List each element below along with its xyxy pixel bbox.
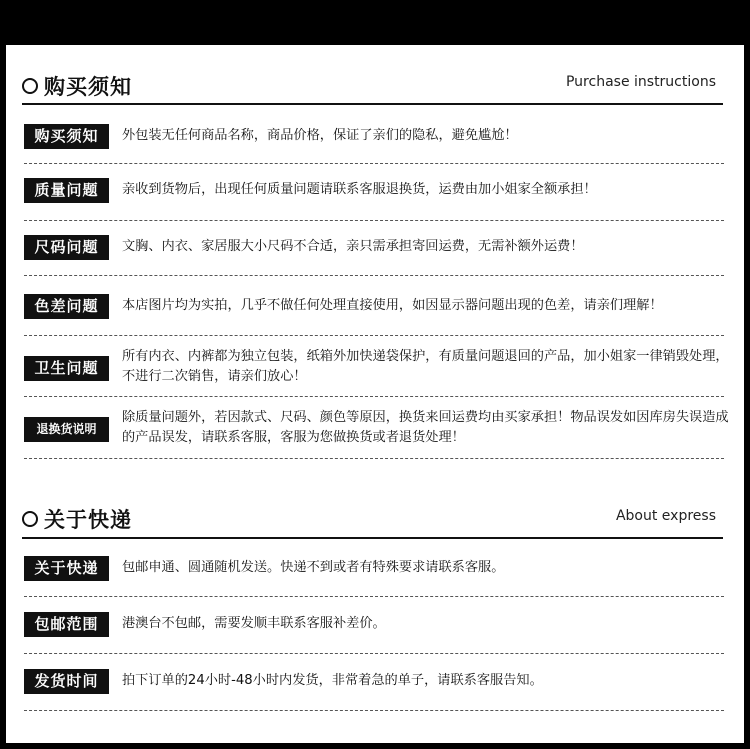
row-text: 本店图片均为实拍，几乎不做任何处理直接使用，如因显示器问题出现的色差，请亲们理解！ xyxy=(122,298,663,313)
express-title-en: About express xyxy=(615,508,716,524)
purchase-section-title xyxy=(22,71,132,101)
circle-icon xyxy=(22,511,38,527)
row-text: 外包装无任何商品名称，商品价格，保证了亲们的隐私，避免尴尬！ xyxy=(122,128,518,143)
row-text: 港澳台不包邮，需要发顺丰联系客服补差价。 xyxy=(122,616,386,631)
row-label: 购买须知 xyxy=(24,124,109,149)
row-label: 卫生问题 xyxy=(24,356,109,381)
row-label: 色差问题 xyxy=(24,294,109,319)
row-text: 文胸、内衣、家居服大小尺码不合适，亲只需承担寄回运费，无需补额外运费！ xyxy=(122,239,584,254)
row-text: 亲收到货物后，出现任何质量问题请联系客服退换货，运费由加小姐家全额承担！ xyxy=(122,182,597,197)
row-text: 除质量问题外，若因款式、尺码、颜色等原因，换货来回运费均由买家承担！物品误发如因库房失误造成的产品误发，请联系客服，客服为您做换货或者退货处理！ xyxy=(122,410,729,445)
circle-icon xyxy=(22,78,38,94)
row-label: 关于快递 xyxy=(24,556,109,581)
info-row xyxy=(24,221,724,276)
row-label: 发货时间 xyxy=(24,669,109,694)
info-row xyxy=(24,118,724,164)
row-label: 退换货说明 xyxy=(24,417,109,442)
content-panel xyxy=(6,45,744,743)
row-text: 拍下订单的24小时-48小时内发货，非常着急的单子，请联系客服告知。 xyxy=(122,673,543,688)
purchase-title-en: Purchase instructions xyxy=(565,74,716,90)
row-label: 质量问题 xyxy=(24,178,109,203)
info-row xyxy=(24,597,724,654)
purchase-divider xyxy=(22,103,723,105)
express-section-title xyxy=(22,504,132,534)
express-title: 关于快递 xyxy=(44,508,132,532)
row-label: 尺码问题 xyxy=(24,235,109,260)
purchase-title: 购买须知 xyxy=(44,75,132,99)
row-text: 所有内衣、内裤都为独立包装，纸箱外加快递袋保护，有质量问题退回的产品，加小姐家一律销毁处理，不进行二次销售，请亲们放心！ xyxy=(122,349,729,384)
express-divider xyxy=(22,537,723,539)
info-row xyxy=(24,276,724,336)
info-row xyxy=(24,397,729,459)
info-row xyxy=(24,164,724,221)
info-row xyxy=(24,336,729,397)
info-row xyxy=(24,544,724,597)
info-row xyxy=(24,654,724,711)
row-label: 包邮范围 xyxy=(24,612,109,637)
row-text: 包邮申通、圆通随机发送。快递不到或者有特殊要求请联系客服。 xyxy=(122,560,505,575)
